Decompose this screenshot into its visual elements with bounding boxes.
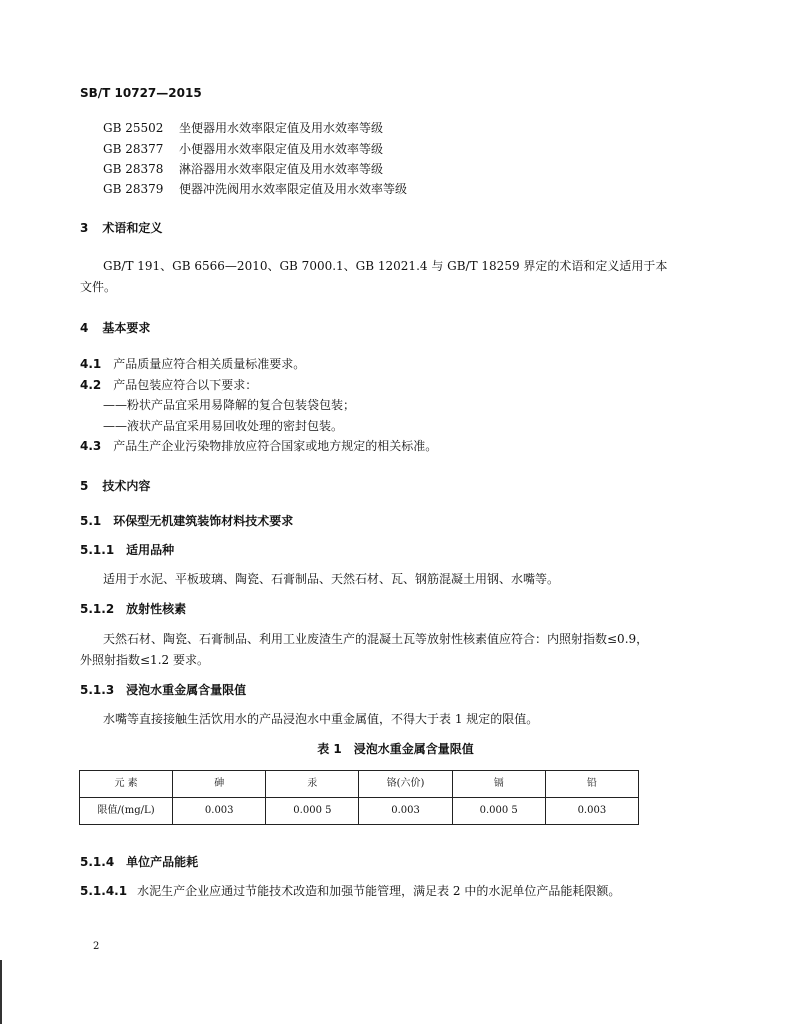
- clause-5-1-4-1: [80, 884, 620, 898]
- clause-4-2: [80, 378, 257, 392]
- table-cell: 0.003: [173, 798, 266, 825]
- table-cell: 0.003: [545, 798, 638, 825]
- clause-number: 5.1.4.1: [80, 884, 128, 898]
- table-row: [80, 798, 639, 825]
- table-cell: 0.003: [359, 798, 452, 825]
- reference-title: 小便器用水效率限定值及用水效率等级: [179, 142, 384, 156]
- reference-title: 淋浴器用水效率限定值及用水效率等级: [179, 162, 384, 176]
- reference-code: GB 28377: [103, 142, 164, 156]
- clause-text: 产品生产企业污染物排放应符合国家或地方规定的相关标准。: [113, 439, 438, 453]
- section-3-heading: [80, 221, 162, 235]
- clause-number: 4.2: [80, 378, 102, 392]
- section-3-text-line-2: 文件。: [80, 280, 117, 294]
- table-header-cell: 铬(六价): [359, 771, 452, 798]
- dash-item: ——粉状产品宜采用易降解的复合包装袋包装；: [103, 398, 356, 412]
- scan-edge-line: [0, 960, 2, 1024]
- clause-5-1-2-text-line-1: 天然石材、陶瓷、石膏制品、利用工业废渣生产的混凝土瓦等放射性核素值应符合：内照射指数≤0.9，: [103, 632, 649, 646]
- section-title: 基本要求: [102, 321, 151, 335]
- table-cell: 0.000 5: [266, 798, 359, 825]
- table-1-caption: 表 1 浸泡水重金属含量限值: [317, 742, 474, 756]
- clause-5-1-heading: [80, 514, 293, 528]
- reference-item: [103, 121, 383, 135]
- clause-number: 5.1.2: [80, 602, 115, 616]
- table-header-row: [80, 771, 639, 798]
- clause-title: 浸泡水重金属含量限值: [126, 683, 247, 697]
- clause-number: 5.1.1: [80, 543, 115, 557]
- table-header-cell: 元 素: [80, 771, 173, 798]
- reference-item: [103, 142, 383, 156]
- dash-item: ——液状产品宜采用易回收处理的密封包装。: [103, 419, 344, 433]
- reference-item: [103, 182, 407, 196]
- reference-code: GB 28379: [103, 182, 164, 196]
- clause-title: 适用品种: [126, 543, 175, 557]
- clause-5-1-2-heading: [80, 602, 186, 616]
- clause-title: 放射性核素: [126, 602, 187, 616]
- clause-number: 5.1.3: [80, 683, 115, 697]
- section-title: 术语和定义: [102, 221, 163, 235]
- reference-title: 坐便器用水效率限定值及用水效率等级: [179, 121, 384, 135]
- reference-code: GB 28378: [103, 162, 164, 176]
- section-title: 技术内容: [102, 479, 151, 493]
- clause-text: 产品包装应符合以下要求：: [113, 378, 258, 392]
- reference-item: [103, 162, 383, 176]
- clause-4-1: [80, 357, 305, 371]
- clause-number: 5.1.4: [80, 855, 115, 869]
- clause-5-1-2-text-line-2: 外照射指数≤1.2 要求。: [80, 653, 209, 667]
- clause-5-1-1-heading: [80, 543, 174, 557]
- clause-number: 4.1: [80, 357, 102, 371]
- section-5-heading: [80, 479, 150, 493]
- clause-5-1-3-heading: [80, 683, 246, 697]
- clause-5-1-1-text: 适用于水泥、平板玻璃、陶瓷、石膏制品、天然石材、瓦、钢筋混凝土用钢、水嘴等。: [103, 572, 560, 586]
- table-header-cell: 镉: [452, 771, 545, 798]
- document-header: SB/T 10727—2015: [80, 86, 202, 100]
- table-cell: 限值/(mg/L): [80, 798, 173, 825]
- clause-text: 产品质量应符合相关质量标准要求。: [113, 357, 306, 371]
- clause-text: 水泥生产企业应通过节能技术改造和加强节能管理，满足表 2 中的水泥单位产品能耗限额。: [137, 884, 621, 898]
- table-header-cell: 砷: [173, 771, 266, 798]
- clause-5-1-3-text: 水嘴等直接接触生活饮用水的产品浸泡水中重金属值，不得大于表 1 规定的限值。: [103, 712, 539, 726]
- table-cell: 0.000 5: [452, 798, 545, 825]
- clause-4-3: [80, 439, 437, 453]
- clause-number: 4.3: [80, 439, 102, 453]
- reference-title: 便器冲洗阀用水效率限定值及用水效率等级: [179, 182, 408, 196]
- section-number: 3: [80, 221, 89, 235]
- clause-title: 环保型无机建筑装饰材料技术要求: [113, 514, 294, 528]
- reference-code: GB 25502: [103, 121, 164, 135]
- section-3-text-line-1: GB/T 191、GB 6566—2010、GB 7000.1、GB 12021.4 与 GB/T 18259 界定的术语和定义适用于本: [103, 259, 668, 273]
- section-number: 5: [80, 479, 89, 493]
- table-header-cell: 铅: [545, 771, 638, 798]
- section-number: 4: [80, 321, 89, 335]
- section-4-heading: [80, 321, 150, 335]
- table-header-cell: 汞: [266, 771, 359, 798]
- table-1: [79, 770, 639, 825]
- clause-title: 单位产品能耗: [126, 855, 199, 869]
- clause-5-1-4-heading: [80, 855, 198, 869]
- page-number: 2: [93, 941, 100, 952]
- clause-number: 5.1: [80, 514, 102, 528]
